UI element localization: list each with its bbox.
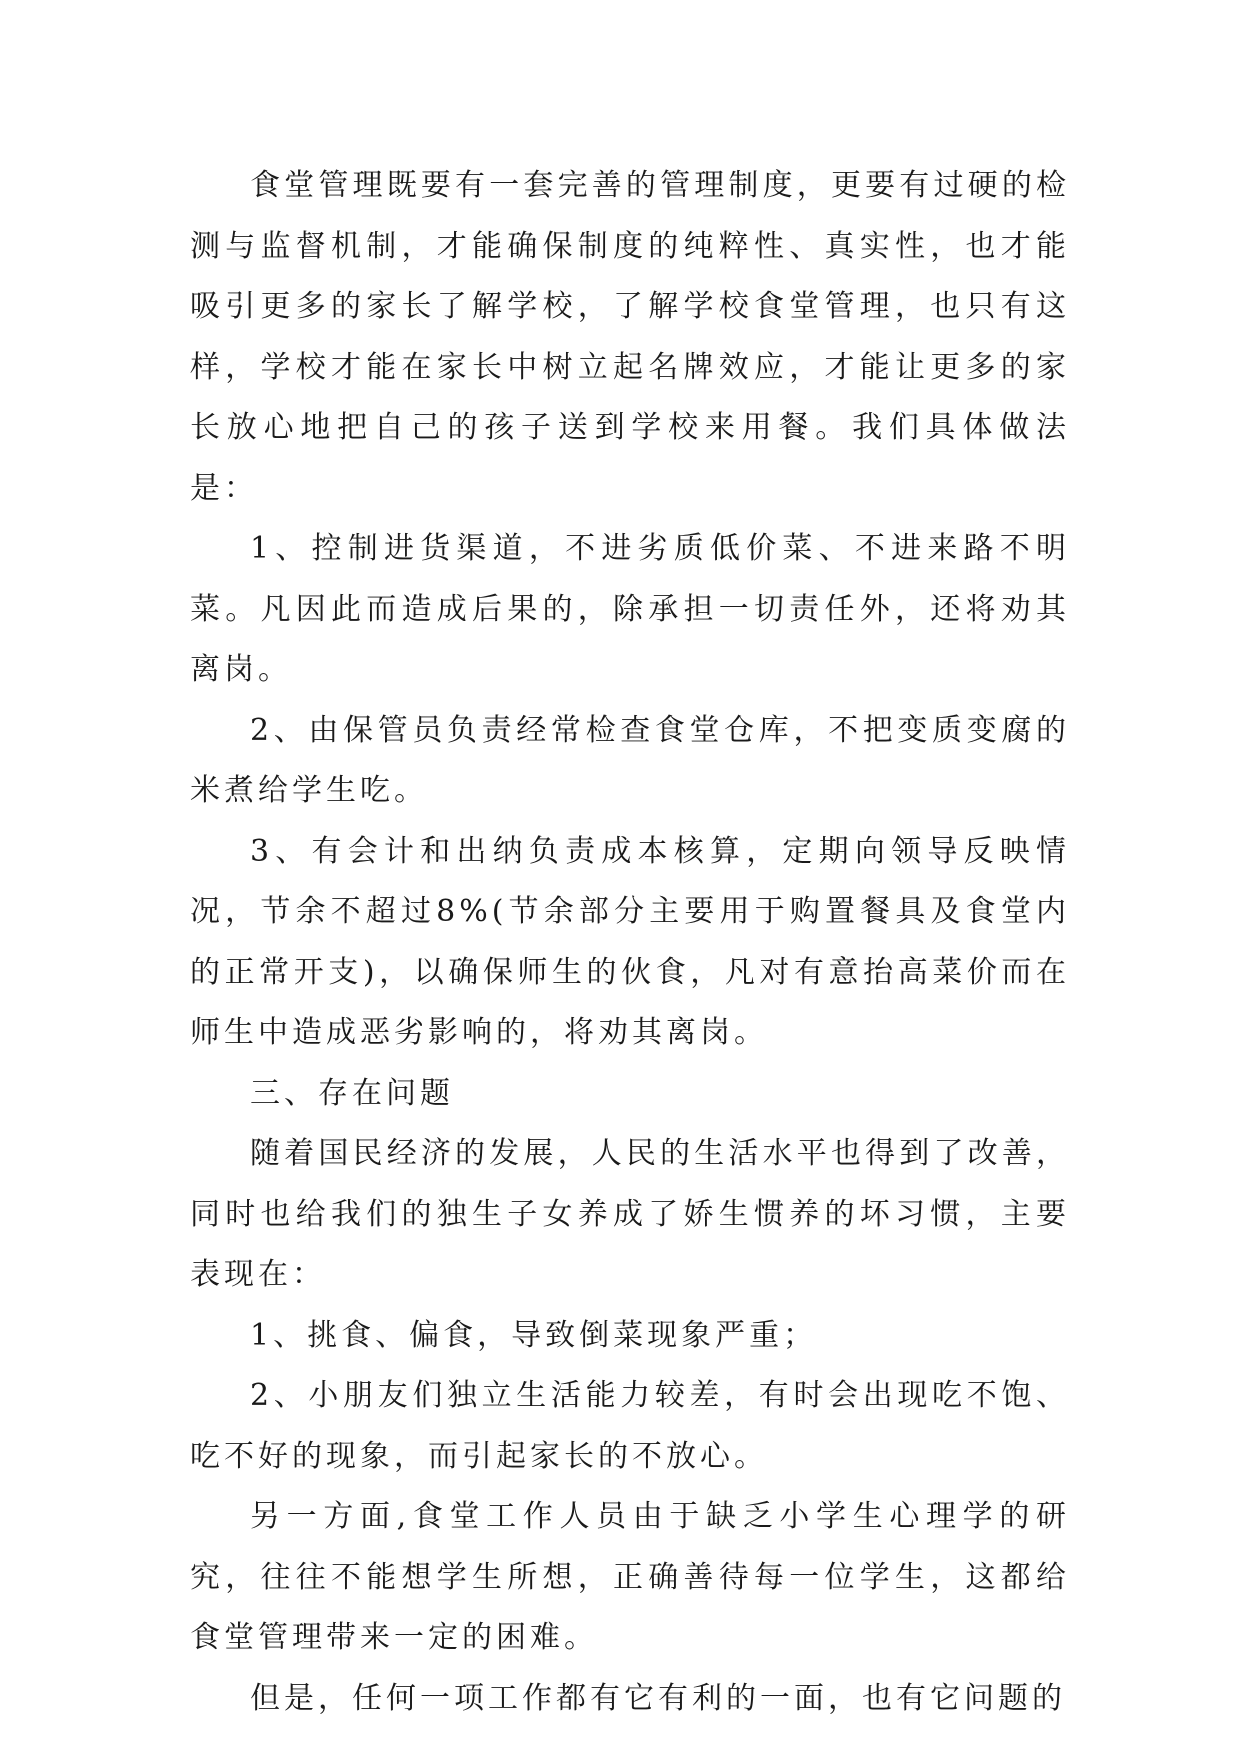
paragraph-problems-intro: 随着国民经济的发展，人民的生活水平也得到了改善，同时也给我们的独生子女养成了娇生惯养的坏习惯，主要表现在： — [190, 1136, 1070, 1292]
paragraph-item-2-storage: 2、由保管员负责经常检查食堂仓库，不把变质变腐的米煮给学生吃。 — [190, 712, 1070, 808]
paragraph-canteen-management: 食堂管理既要有一套完善的管理制度，更要有过硬的检测与监督机制，才能确保制度的纯粹性、真实性，也才能吸引更多的家长了解学校，了解学校食堂管理，也只有这样，学校才能在家长中树立起名牌效应，才能让更多的家长放心地把自己的孩子送到学校来用餐。我们具体做法是： — [190, 168, 1070, 506]
paragraph-however: 但是，任何一项工作都有它有利的一面，也有它问题的 — [250, 1680, 1066, 1716]
document-body — [190, 156, 1070, 1729]
paragraph-problem-1: 1、挑食、偏食，导致倒菜现象严重； — [250, 1317, 818, 1353]
paragraph-staff-difficulty: 另一方面,食堂工作人员由于缺乏小学生心理学的研究，往往不能想学生所想，正确善待每一位学生，这都给食堂管理带来一定的困难。 — [190, 1499, 1070, 1655]
paragraph-problem-2: 2、小朋友们独立生活能力较差，有时会出现吃不饱、吃不好的现象，而引起家长的不放心。 — [190, 1378, 1070, 1474]
section-heading-problems: 三、存在问题 — [250, 1075, 454, 1111]
paragraph-item-3-accounting: 3、有会计和出纳负责成本核算，定期向领导反映情况，节余不超过8%(节余部分主要用于购置餐具及食堂内的正常开支)，以确保师生的伙食，凡对有意抬高菜价而在师生中造成恶劣影响的，将劝其离岗。 — [190, 833, 1070, 1050]
paragraph-item-1-purchasing: 1、控制进货渠道，不进劣质低价菜、不进来路不明菜。凡因此而造成后果的，除承担一切责任外，还将劝其离岗。 — [190, 531, 1070, 687]
